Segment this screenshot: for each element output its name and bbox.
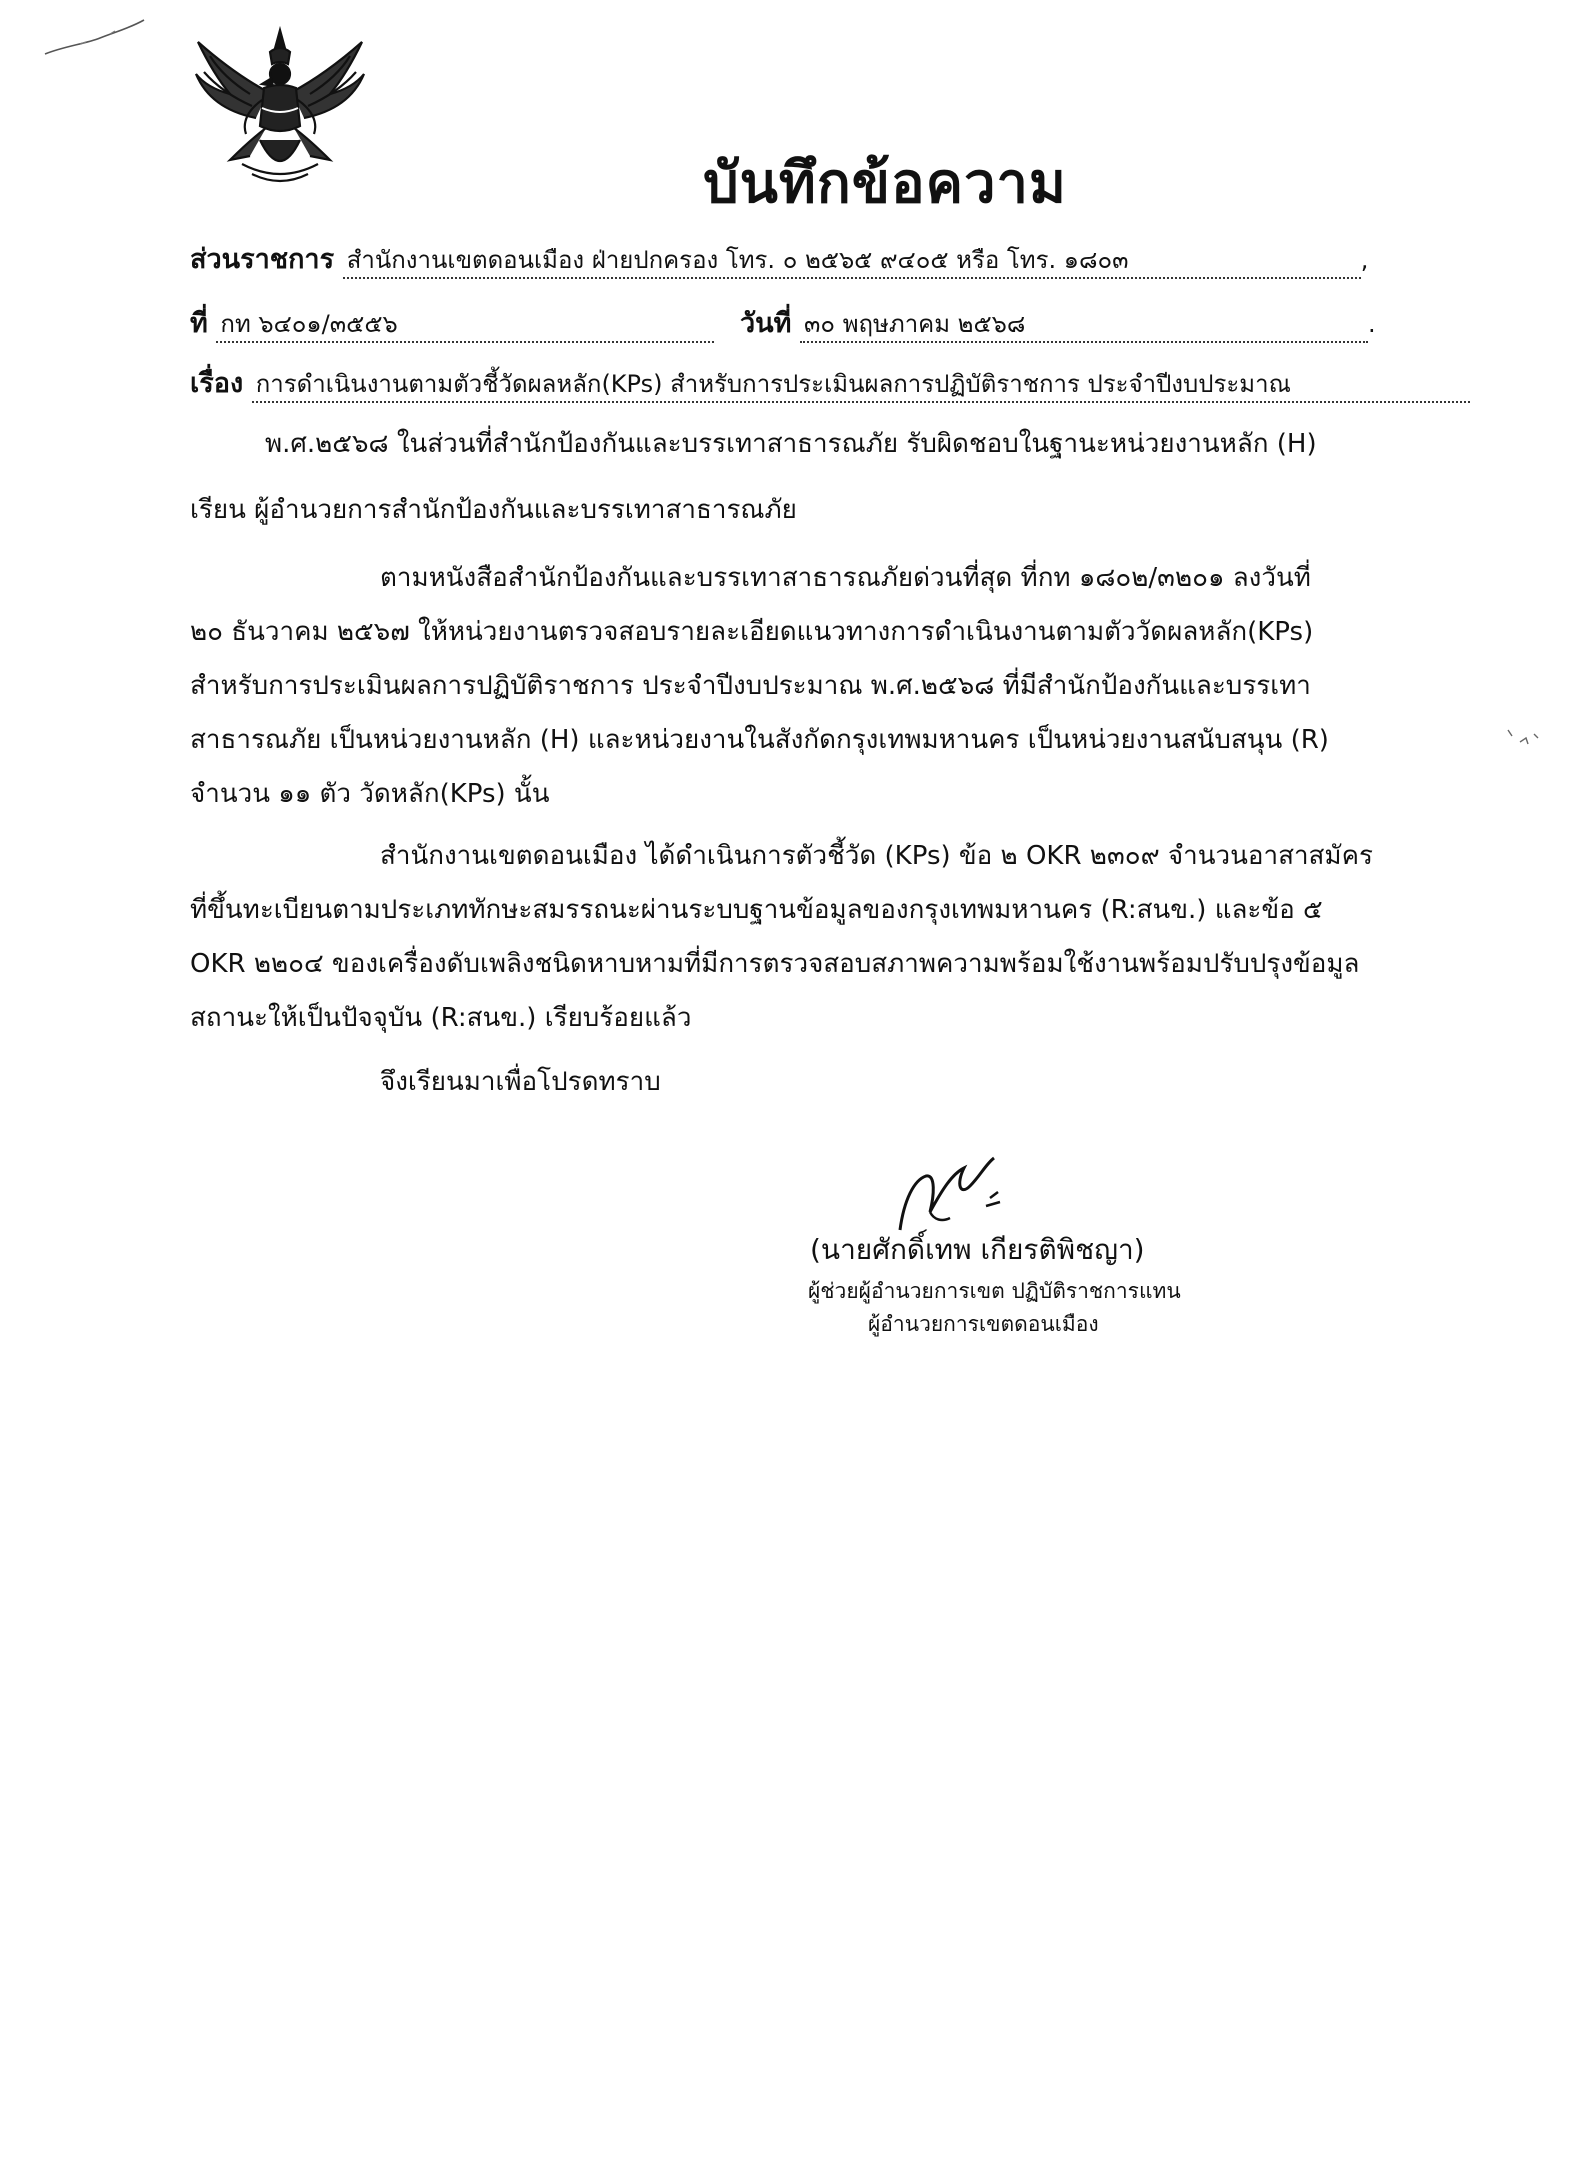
signatory-name: (นายศักดิ์เทพ เกียรติพิชญา) <box>810 1233 1145 1266</box>
scribble-mark <box>40 14 150 64</box>
signatory-position-1: ผู้ช่วยผู้อำนวยการเขต ปฏิบัติราชการแทน <box>808 1279 1181 1303</box>
paragraph-1-line: สำหรับการประเมินผลการปฏิบัติราชการ ประจำปีงบประมาณ พ.ศ.๒๕๖๘ ที่มีสำนักป้องกันและบรรเทา <box>190 671 1311 701</box>
date-line: วันที่ ๓๐ พฤษภาคม ๒๕๖๘ . <box>740 304 1376 344</box>
date-value: ๓๐ พฤษภาคม ๒๕๖๘ <box>800 307 1368 343</box>
reference-line <box>190 304 714 344</box>
subject-label: เรื่อง <box>190 368 244 399</box>
reference-value: กท ๖๔๐๑/๓๕๕๖ <box>216 307 714 343</box>
agency-value: สำนักงานเขตดอนเมือง ฝ่ายปกครอง โทร. ๐ ๒๕๖๕ ๙๔๐๕ หรือ โทร. ๑๘๐๓ <box>343 243 1361 279</box>
subject-value-2: พ.ศ.๒๕๖๘ ในส่วนที่สำนักป้องกันและบรรเทาสาธารณภัย รับผิดชอบในฐานะหน่วยงานหลัก (H) <box>265 429 1317 459</box>
salutation: เรียน ผู้อำนวยการสำนักป้องกันและบรรเทาสาธารณภัย <box>190 495 797 525</box>
agency-line: ส่วนราชการ สำนักงานเขตดอนเมือง ฝ่ายปกครอง โทร. ๐ ๒๕๖๕ ๙๔๐๕ หรือ โทร. ๑๘๐๓ , <box>190 240 1368 280</box>
agency-label: ส่วนราชการ <box>190 244 335 275</box>
subject-line-1 <box>190 364 1470 404</box>
paragraph-1-line: ๒๐ ธันวาคม ๒๕๖๗ ให้หน่วยงานตรวจสอบรายละเอียดแนวทางการดำเนินงานตามตัววัดผลหลัก(KPs) <box>190 617 1314 647</box>
paragraph-1-line: ตามหนังสือสำนักป้องกันและบรรเทาสาธารณภัยด่วนที่สุด ที่กท ๑๘๐๒/๓๒๐๑ ลงวันที่ <box>380 563 1311 593</box>
paragraph-2-line: สถานะให้เป็นปัจจุบัน (R:สนข.) เรียบร้อยแล้ว <box>190 1003 692 1033</box>
date-label: วันที่ <box>740 308 792 339</box>
paragraph-2-line: สำนักงานเขตดอนเมือง ได้ดำเนินการตัวชี้วัด (KPs) ข้อ ๒ OKR ๒๓๐๙ จำนวนอาสาสมัคร <box>380 841 1373 871</box>
scan-speck-mark <box>1500 720 1550 760</box>
reference-label: ที่ <box>190 308 208 339</box>
paragraph-2-line: ที่ขึ้นทะเบียนตามประเภททักษะสมรรถนะผ่านระบบฐานข้อมูลของกรุงเทพมหานคร (R:สนข.) และข้อ ๕ <box>190 895 1323 925</box>
paragraph-1-line: จำนวน ๑๑ ตัว วัดหลัก(KPs) นั้น <box>190 779 550 809</box>
signatory-position-2: ผู้อำนวยการเขตดอนเมือง <box>868 1312 1099 1336</box>
paragraph-1-line: สาธารณภัย เป็นหน่วยงานหลัก (H) และหน่วยงานในสังกัดกรุงเทพมหานคร เป็นหน่วยงานสนับสนุน (R) <box>190 725 1329 755</box>
paragraph-2-line: OKR ๒๒๐๔ ของเครื่องดับเพลิงชนิดหาบหามที่มีการตรวจสอบสภาพความพร้อมใช้งานพร้อมปรับปรุงข้อมูล <box>190 949 1360 979</box>
closing-line: จึงเรียนมาเพื่อโปรดทราบ <box>380 1067 661 1097</box>
subject-value-1: การดำเนินงานตามตัวชี้วัดผลหลัก(KPs) สำหรับการประเมินผลการปฏิบัติราชการ ประจำปีงบประมาณ <box>252 367 1470 403</box>
memo-title: บันทึกข้อความ <box>703 151 1067 216</box>
